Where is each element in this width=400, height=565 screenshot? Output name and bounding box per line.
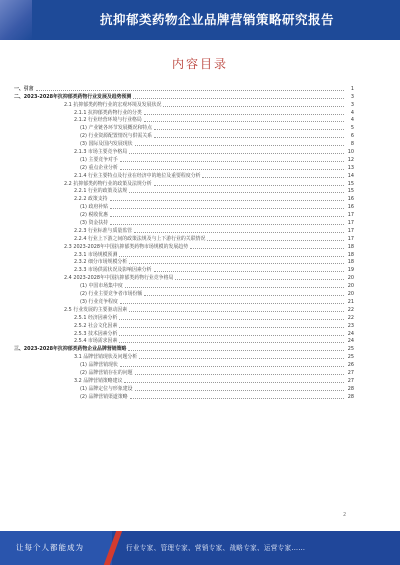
toc-leader-dots [120, 169, 344, 170]
toc-entry-page: 22 [347, 314, 354, 321]
toc-entry[interactable] [14, 384, 354, 392]
toc-leader-dots [135, 145, 345, 146]
toc-leader-dots [154, 271, 344, 272]
toc-entry-page: 27 [347, 377, 354, 384]
toc-entry-label: (1) 品牌营销现状 [80, 362, 118, 369]
toc-entry-page: 28 [347, 385, 354, 392]
toc-entry[interactable] [14, 108, 354, 116]
toc-entry-page: 20 [347, 275, 354, 282]
footer-description: 行业专家、管理专家、营销专家、战略专家、运营专家…… [126, 544, 306, 552]
toc-entry[interactable] [14, 242, 354, 250]
toc-entry-label: 2.4 2023-2028年中国抗抑郁类药物行业竞争格局 [64, 275, 174, 282]
toc-entry-label: 2.1.4 行业主要特点及行业在经济中的地位及重要程度分析 [74, 172, 201, 179]
toc-leader-dots [202, 177, 344, 178]
toc-entry-page: 3 [350, 101, 354, 108]
toc-entry-label: 2.1.2 行业经营环境与行业格局 [74, 117, 142, 124]
toc-entry-page: 27 [347, 369, 354, 376]
toc-entry[interactable] [14, 305, 354, 313]
toc-entry-page: 14 [347, 172, 354, 179]
toc-leader-dots [207, 240, 344, 241]
toc-leader-dots [120, 303, 344, 304]
toc-entry-label: 3.2 品牌营销策略建议 [74, 377, 123, 384]
document-title: 抗抑郁类药物企业品牌营销策略研究报告 [99, 12, 334, 27]
toc-entry-label: 2.3.2 细分市场规模分析 [74, 259, 128, 266]
toc-entry-label: 2.5.3 技术因素分析 [74, 330, 118, 337]
toc-entry-page: 28 [347, 393, 354, 400]
toc-entry[interactable] [14, 329, 354, 337]
toc-entry[interactable] [14, 218, 354, 226]
toc-entry-page: 20 [347, 283, 354, 290]
toc-entry-label: 2.1.1 抗抑郁类药物行业的分类 [74, 109, 142, 116]
toc-entry-page: 5 [350, 125, 354, 132]
toc-entry-label: (3) 国际及国内发展现状 [80, 141, 133, 148]
toc-leader-dots [134, 232, 344, 233]
toc-entry-label: (1) 政府补贴 [80, 204, 109, 211]
toc-entry-page: 10 [347, 149, 354, 156]
toc-entry-label: (1) 主要竞争对手 [80, 156, 118, 163]
toc-entry[interactable] [14, 139, 354, 147]
toc-entry-label: 2.3.1 市场规模预测 [74, 251, 118, 258]
toc-entry[interactable] [14, 116, 354, 124]
toc-entry[interactable] [14, 313, 354, 321]
toc-leader-dots [110, 216, 344, 217]
toc-entry-label: 2.3.3 市场供需状况及影响因素分析 [74, 267, 152, 274]
toc-entry-label: 2.5.2 社会文化因素 [74, 322, 118, 329]
toc-entry-page: 25 [347, 354, 354, 361]
toc-entry-page: 20 [347, 291, 354, 298]
toc-leader-dots [119, 256, 344, 257]
toc-entry-page: 8 [350, 141, 354, 148]
toc-leader-dots [129, 311, 344, 312]
toc-leader-dots [154, 137, 344, 138]
toc-entry-label: (2) 行业主要竞争者市场份额 [80, 291, 143, 298]
toc-leader-dots [130, 398, 344, 399]
toc-leader-dots [36, 90, 344, 91]
toc-entry-label: (2) 品牌营销存在的问题 [80, 369, 133, 376]
toc-entry-label: (2) 重点企业分析 [80, 164, 118, 171]
toc-entry-label: 一、引言 [14, 85, 34, 92]
toc-entry-label: 2.1.3 市场主要竞争格局 [74, 149, 128, 156]
toc-entry-label: (2) 品牌营销渠道策略 [80, 393, 128, 400]
toc-entry-label: 2.2.2 政策支持 [74, 196, 108, 203]
toc-entry[interactable] [14, 84, 354, 92]
toc-entry[interactable] [14, 187, 354, 195]
toc-leader-dots [124, 382, 344, 383]
toc-entry[interactable] [14, 179, 354, 187]
toc-entry-label: (2) 行业资源配置情况与供需关系 [80, 133, 153, 140]
toc-entry[interactable] [14, 202, 354, 210]
footer-slogan: 让每个人都能成为 [16, 543, 84, 552]
toc-entry-page: 17 [347, 235, 354, 242]
toc-leader-dots [110, 200, 344, 201]
toc-leader-dots [125, 287, 344, 288]
toc-entry-page: 17 [347, 220, 354, 227]
toc-entry[interactable] [14, 131, 354, 139]
toc-leader-dots [154, 185, 344, 186]
toc-leader-dots [129, 192, 344, 193]
toc-entry-page: 25 [347, 346, 354, 353]
toc-entry[interactable] [14, 250, 354, 258]
toc-entry-page: 6 [350, 133, 354, 140]
toc-entry[interactable] [14, 321, 354, 329]
toc-entry-label: 二、2023-2028年抗抑郁类药物行业发展及趋势预测 [14, 93, 132, 100]
toc-leader-dots [110, 224, 344, 225]
toc-entry-page: 21 [347, 298, 354, 305]
toc-leader-dots [120, 161, 344, 162]
toc-entry-label: 2.1 抗抑郁类药物行业的宏观环境及发展状况 [64, 101, 162, 108]
toc-entry-page: 12 [347, 156, 354, 163]
toc-entry[interactable] [14, 147, 354, 155]
toc-entry[interactable] [14, 123, 354, 131]
toc-entry-label: 3.1 品牌营销现状及问题分析 [74, 354, 138, 361]
toc-entry-label: 2.5.1 经济因素分析 [74, 314, 118, 321]
toc-entry[interactable] [14, 289, 354, 297]
toc-entry-label: 2.2 抗抑郁类药物行业的政策及法规分析 [64, 180, 152, 187]
toc-entry[interactable] [14, 194, 354, 202]
toc-leader-dots [139, 358, 344, 359]
toc-entry[interactable] [14, 360, 354, 368]
toc-leader-dots [119, 335, 344, 336]
toc-leader-dots [120, 366, 344, 367]
toc-entry[interactable] [14, 281, 354, 289]
toc-entry[interactable] [14, 265, 354, 273]
toc-entry-label: 2.5.4 市场需求因素 [74, 338, 118, 345]
toc-entry-label: 2.2.1 行业的政策及法规 [74, 188, 128, 195]
toc-entry-page: 18 [347, 251, 354, 258]
toc-entry[interactable] [14, 392, 354, 400]
toc-entry-page: 19 [347, 267, 354, 274]
toc-entry[interactable] [14, 376, 354, 384]
toc-entry-label: 2.2.4 行业上下游之间的政策法规及与上下游行业的关联情况 [74, 235, 206, 242]
toc-entry-label: (1) 中国市场集中度 [80, 283, 123, 290]
toc-entry-label: (2) 税收优惠 [80, 212, 109, 219]
toc-entry-label: 三、2023-2028年抗抑郁类药物企业品牌营销策略 [14, 346, 127, 353]
toc-entry-page: 24 [347, 330, 354, 337]
toc-entry-page: 17 [347, 227, 354, 234]
toc-entry-page: 17 [347, 212, 354, 219]
footer-bar [0, 531, 400, 565]
toc-entry-page: 15 [347, 188, 354, 195]
toc-entry-label: 2.2.3 行业标准与质量监管 [74, 227, 133, 234]
toc-entry-label: (3) 资金扶持 [80, 220, 109, 227]
toc-entry-label: (3) 行业竞争程度 [80, 298, 118, 305]
toc-entry-label: (1) 产业链各环节发展概况和特点 [80, 125, 153, 132]
toc-entry[interactable] [14, 368, 354, 376]
toc-entry[interactable] [14, 337, 354, 345]
toc-entry-page: 18 [347, 259, 354, 266]
toc-entry-page: 1 [350, 85, 354, 92]
toc-leader-dots [163, 106, 344, 107]
toc-entry-page: 4 [350, 109, 354, 116]
toc-entry-page: 24 [347, 338, 354, 345]
toc-entry[interactable] [14, 344, 354, 352]
toc-entry-page: 26 [347, 362, 354, 369]
toc-leader-dots [119, 342, 344, 343]
toc-entry[interactable] [14, 100, 354, 108]
toc-leader-dots [135, 390, 345, 391]
toc-entry-page: 18 [347, 243, 354, 250]
toc-entry[interactable] [14, 234, 354, 242]
table-of-contents [14, 84, 354, 400]
toc-entry-label: 2.3 2023-2028年中国抗抑郁类药物市场规模的发展趋势 [64, 243, 189, 250]
toc-entry-label: (1) 品牌定位与形象建设 [80, 385, 133, 392]
toc-entry-page: 22 [347, 306, 354, 313]
toc-entry-page: 16 [347, 204, 354, 211]
toc-leader-dots [144, 295, 344, 296]
toc-entry-page: 4 [350, 117, 354, 124]
toc-entry[interactable] [14, 226, 354, 234]
toc-entry[interactable] [14, 210, 354, 218]
toc-leader-dots [129, 263, 344, 264]
toc-entry-page: 16 [347, 196, 354, 203]
toc-entry[interactable] [14, 163, 354, 171]
header-decoration [0, 0, 32, 40]
header-bar [0, 0, 400, 40]
toc-leader-dots [144, 114, 344, 115]
toc-entry[interactable] [14, 92, 354, 100]
toc-entry-page: 3 [350, 93, 354, 100]
page-number: 2 [343, 512, 347, 518]
toc-entry[interactable] [14, 352, 354, 360]
toc-leader-dots [190, 248, 344, 249]
toc-leader-dots [133, 98, 344, 99]
toc-leader-dots [119, 327, 344, 328]
toc-entry-page: 15 [347, 180, 354, 187]
toc-title: 内容目录 [171, 57, 228, 71]
toc-entry-label: 2.5 行业发展的主要驱动因素 [64, 306, 128, 313]
toc-leader-dots [119, 319, 344, 320]
toc-entry[interactable] [14, 171, 354, 179]
toc-leader-dots [129, 153, 344, 154]
toc-entry[interactable] [14, 258, 354, 266]
toc-leader-dots [144, 121, 344, 122]
toc-leader-dots [128, 350, 344, 351]
toc-leader-dots [175, 279, 344, 280]
toc-entry[interactable] [14, 297, 354, 305]
toc-entry[interactable] [14, 155, 354, 163]
toc-leader-dots [135, 374, 345, 375]
toc-leader-dots [110, 208, 344, 209]
toc-entry-page: 23 [347, 322, 354, 329]
toc-entry-page: 13 [347, 164, 354, 171]
toc-leader-dots [154, 129, 344, 130]
toc-entry[interactable] [14, 273, 354, 281]
